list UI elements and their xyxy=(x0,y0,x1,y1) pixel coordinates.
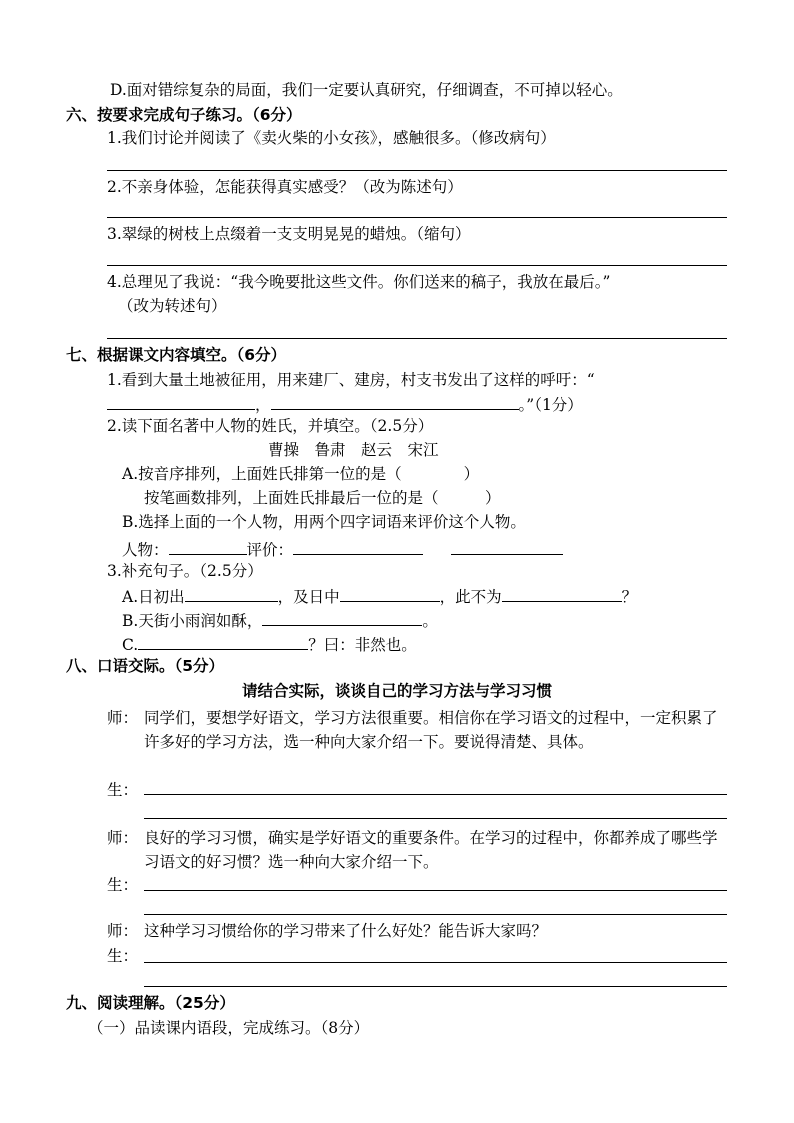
q7-1-comma: ， xyxy=(255,396,271,414)
q6-2-answer-line[interactable] xyxy=(107,217,727,218)
section-6-heading: 六、按要求完成句子练习。（6分） xyxy=(66,106,302,124)
teacher-label-1: 师： xyxy=(107,709,139,727)
teacher-label-2: 师： xyxy=(107,829,139,847)
section-9-heading: 九、阅读理解。（25分） xyxy=(66,994,235,1012)
q7-2b-answer-row xyxy=(122,538,563,560)
q6-4-prompt: 4.总理见了我说：“我今晚要批这些文件。你们送来的稿子，我放在最后。” xyxy=(107,273,611,291)
eval-blank-2[interactable] xyxy=(451,538,563,555)
q6-2-prompt: 2.不亲身体验，怎能获得真实感受？（改为陈述句） xyxy=(107,178,463,196)
section-7-heading: 七、根据课文内容填空。（6分） xyxy=(66,346,287,364)
eval-label: 评价： xyxy=(246,541,294,559)
q7-1-blank-row xyxy=(107,393,583,415)
q7-2b-prompt: B.选择上面的一个人物，用两个四字词语来评价这个人物。 xyxy=(122,513,526,531)
q7-2a-line2: 按笔画数排列，上面姓氏排最后一位的是（ ） xyxy=(144,489,501,507)
student-label-3: 生： xyxy=(107,947,139,965)
student-label-2: 生： xyxy=(107,876,139,894)
teacher-prompt-3: 这种学习习惯给你的学习带来了什么好处？能告诉大家吗？ xyxy=(144,922,548,940)
section-8-heading: 八、口语交际。（5分） xyxy=(66,657,225,675)
q7-1-blank-1[interactable] xyxy=(107,393,255,410)
q7-3a-blank-3[interactable] xyxy=(502,585,622,602)
student-answer-3a[interactable] xyxy=(144,962,727,963)
q7-3b-blank[interactable] xyxy=(262,609,422,626)
eval-blank-1[interactable] xyxy=(293,538,423,555)
q7-3c-row xyxy=(122,633,417,655)
option-d: D.面对错综复杂的局面，我们一定要认真研究，仔细调查，不可掉以轻心。 xyxy=(110,81,623,99)
student-answer-2b[interactable] xyxy=(144,914,727,915)
student-answer-1b[interactable] xyxy=(144,818,727,819)
q7-3b-row xyxy=(122,609,438,631)
q7-2-names: 曹操 鲁肃 赵云 宋江 xyxy=(268,441,439,459)
q7-3b-text-2: 。 xyxy=(422,612,438,630)
q7-3c-blank[interactable] xyxy=(138,633,308,650)
q7-3c-text-1: C. xyxy=(122,636,139,654)
q7-3a-text-4: ？ xyxy=(621,588,638,606)
q6-4-instruction: （改为转述句） xyxy=(118,297,227,315)
q7-2-prompt: 2.读下面名著中人物的姓氏，并填空。（2.5分） xyxy=(107,417,434,435)
q7-3a-text-1: A.日初出 xyxy=(122,588,185,606)
section-8-title: 请结合实际，谈谈自己的学习方法与学习习惯 xyxy=(241,682,552,700)
section-9-sub-1: （一）品读课内语段，完成练习。（8分） xyxy=(88,1019,370,1037)
teacher-prompt-1: 同学们，要想学好语文，学习方法很重要。相信你在学习语文的过程中，一定积累了许多好的学习方法，选一种向大家介绍一下。要说得清楚、具体。 xyxy=(144,709,718,751)
q7-3a-text-3: ，此不为 xyxy=(439,588,502,606)
student-label-1: 生： xyxy=(107,781,139,799)
student-answer-1a[interactable] xyxy=(144,794,727,795)
q7-3-prompt: 3.补充句子。（2.5分） xyxy=(107,562,263,580)
q7-3a-text-2: ，及日中 xyxy=(277,588,340,606)
q7-3a-blank-1[interactable] xyxy=(185,585,278,602)
person-blank[interactable] xyxy=(169,538,247,555)
q7-3c-text-2: ？曰：非然也。 xyxy=(308,636,417,654)
q7-1-prompt: 1.看到大量土地被征用，用来建厂、建房，村支书发出了这样的呼吁：“ xyxy=(107,371,595,389)
q6-1-prompt: 1.我们讨论并阅读了《卖火柴的小女孩》，感触很多。（修改病句） xyxy=(107,129,556,147)
student-answer-2a[interactable] xyxy=(144,890,727,891)
q6-4-answer-line[interactable] xyxy=(107,338,727,339)
person-label: 人物： xyxy=(122,541,169,559)
q7-2a-line1: A.按音序排列，上面姓氏排第一位的是（ ） xyxy=(122,465,480,483)
q7-3a-row xyxy=(122,585,637,607)
q7-1-blank-2[interactable] xyxy=(271,393,519,410)
q6-3-prompt: 3.翠绿的树枝上点缀着一支支明晃晃的蜡烛。（缩句） xyxy=(107,225,471,243)
q7-1-end: 。”（1分） xyxy=(518,396,583,414)
q6-3-answer-line[interactable] xyxy=(107,265,727,266)
teacher-prompt-2: 良好的学习习惯，确实是学好语文的重要条件。在学习的过程中，你都养成了哪些学习语文的好习惯？选一种向大家介绍一下。 xyxy=(144,829,718,871)
student-answer-3b[interactable] xyxy=(144,986,727,987)
q7-3b-text-1: B.天街小雨润如酥， xyxy=(122,612,263,630)
teacher-label-3: 师： xyxy=(107,922,139,940)
q6-1-answer-line[interactable] xyxy=(107,170,727,171)
q7-3a-blank-2[interactable] xyxy=(340,585,440,602)
